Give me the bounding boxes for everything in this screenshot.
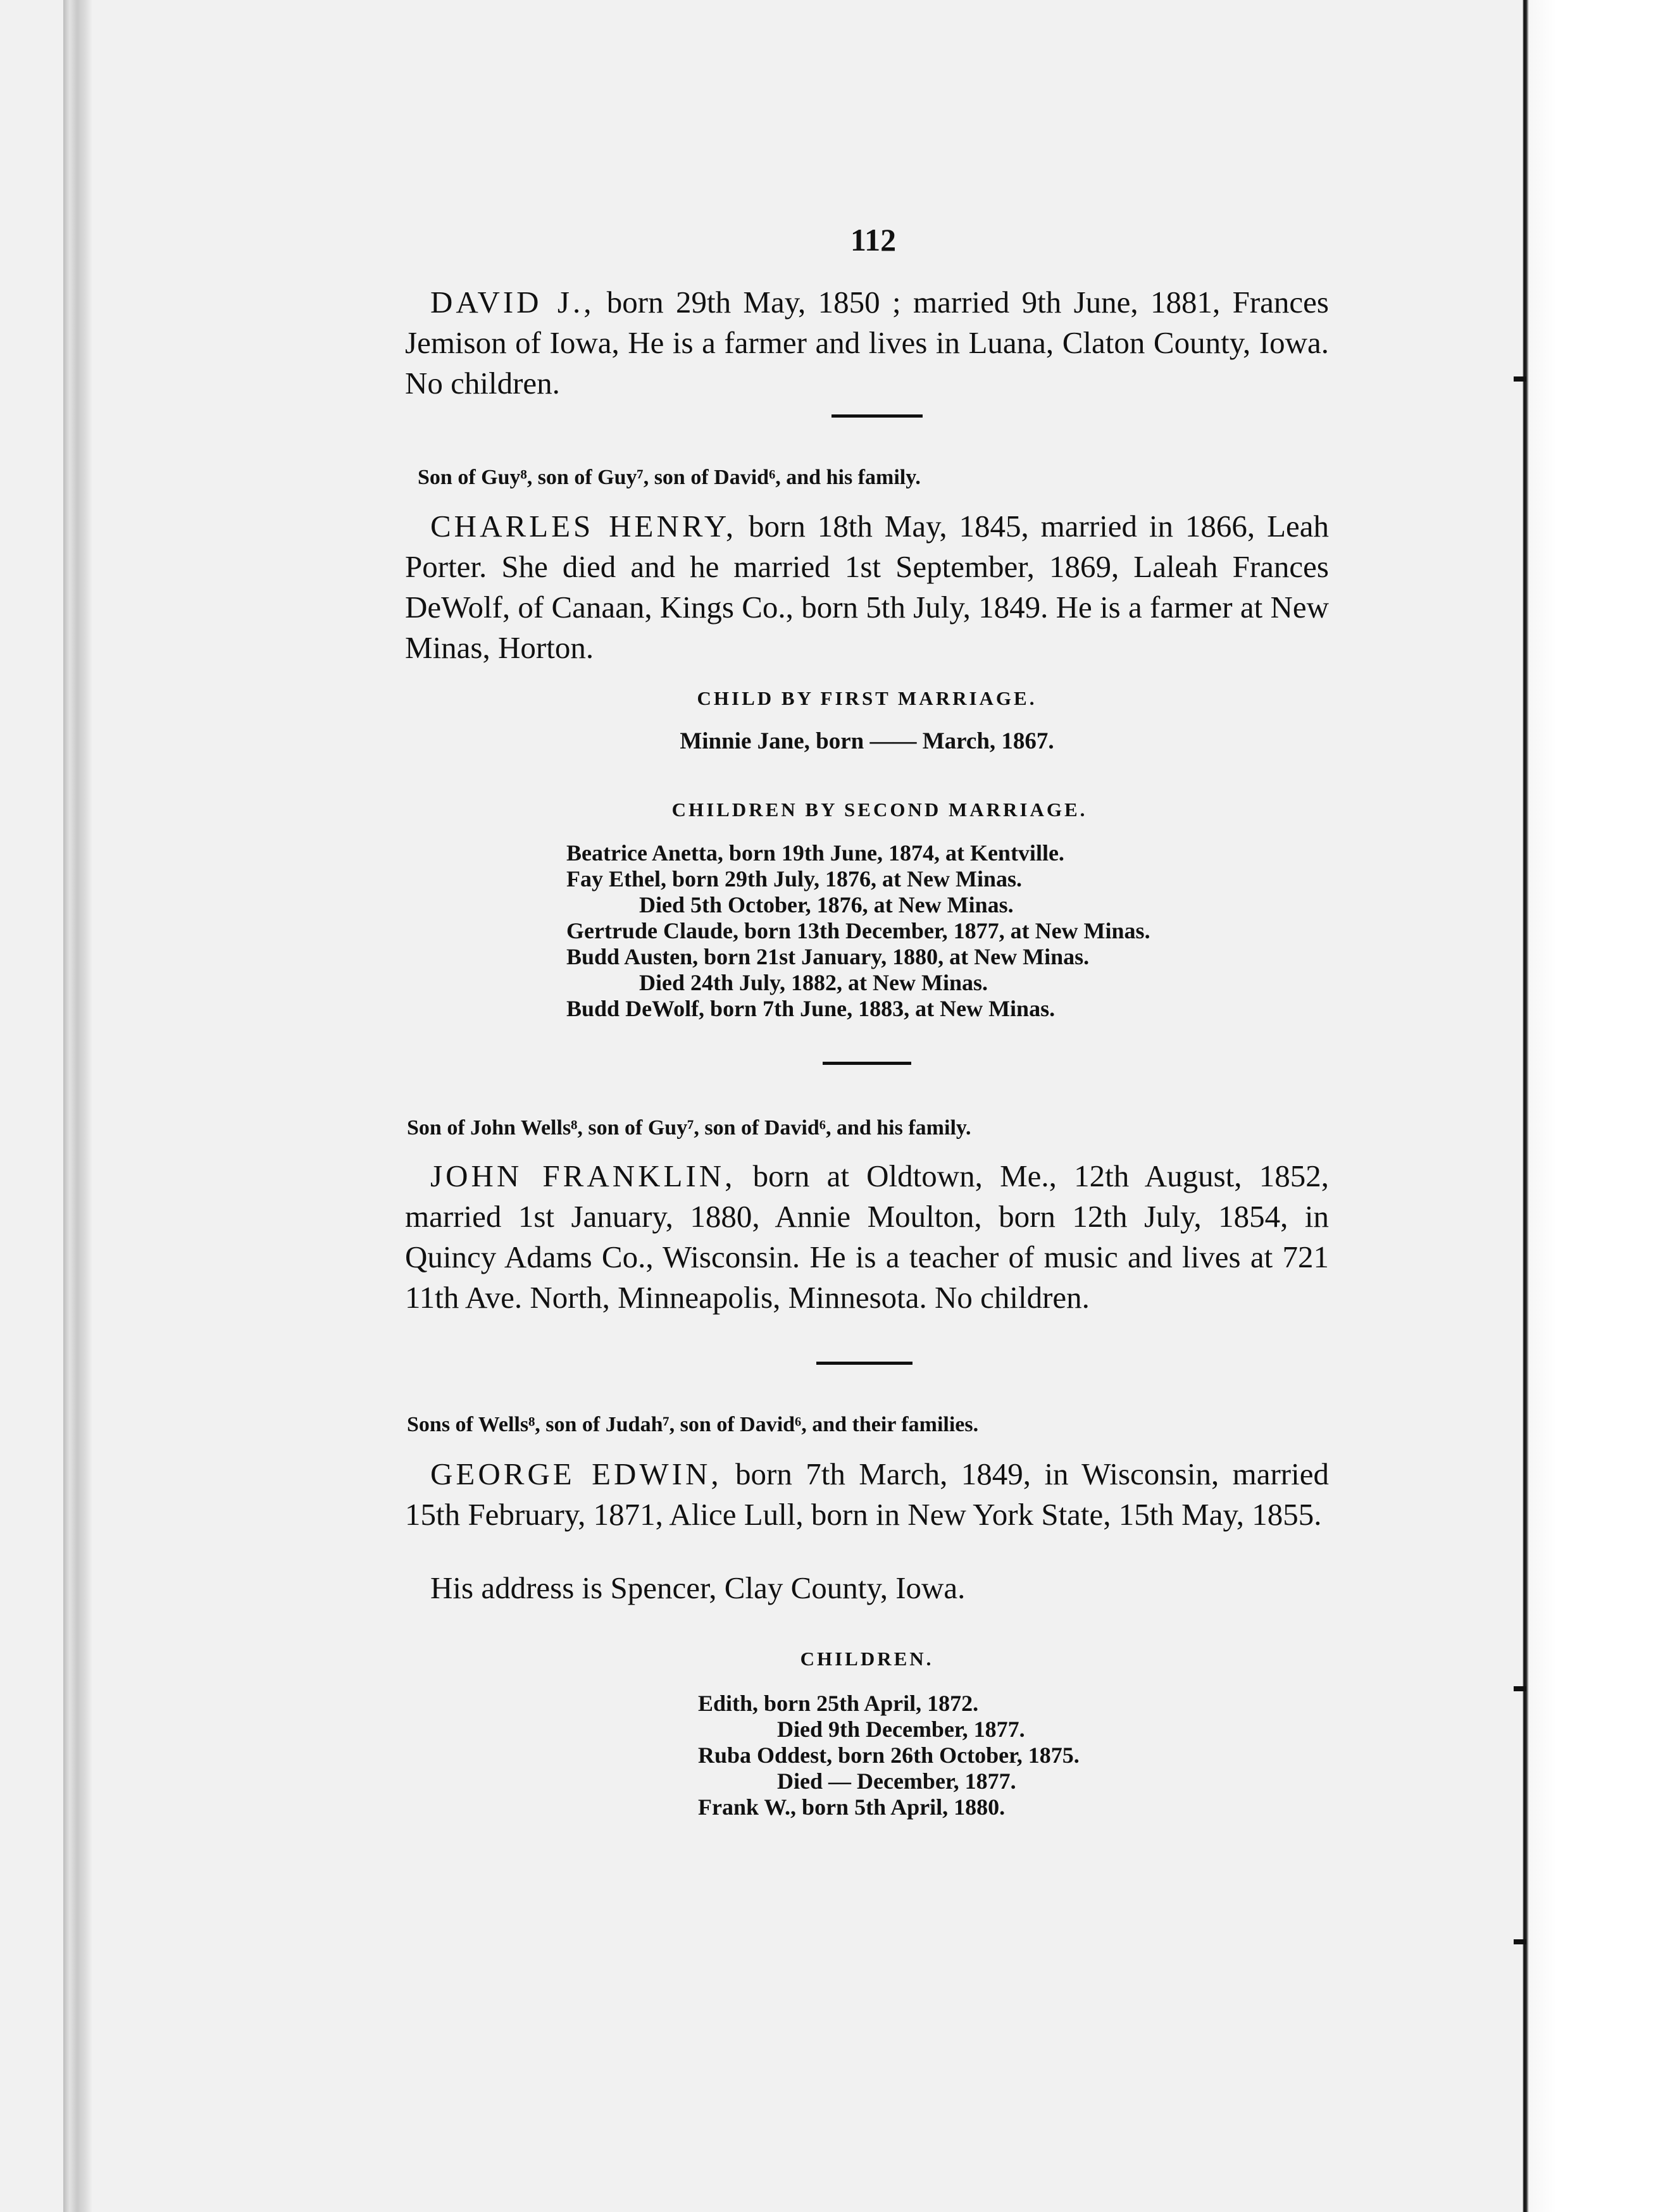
list-item: Edith, born 25th April, 1872. <box>698 1691 979 1716</box>
section-heading: Son of John Wells⁸, son of Guy⁷, son of David⁶, and his family. <box>407 1116 971 1140</box>
entry-text: born 18th May, 1845, married in 1866, Leah Porter. She died and he married 1st September, 1869, Laleah Frances DeWolf, of Canaan, Kings Co., born 5th July, 1849. He is a farmer at New Minas, Horton. <box>405 509 1329 665</box>
list-item: Beatrice Anetta, born 19th June, 1874, at Kentville. <box>566 840 1064 866</box>
list-item: Budd DeWolf, born 7th June, 1883, at New Minas. <box>566 996 1056 1021</box>
list-item: Gertrude Claude, born 13th December, 1877, at New Minas. <box>566 918 1150 943</box>
list-item: Frank W., born 5th April, 1880. <box>698 1794 1006 1820</box>
right-margin <box>1557 0 1663 2212</box>
entry-charles-henry <box>405 506 1329 668</box>
list-item: Died 9th December, 1877. <box>777 1717 1025 1742</box>
binding-notch <box>1514 1939 1526 1944</box>
address-line: His address is Spencer, Clay County, Iowa. <box>430 1570 966 1605</box>
binding-notch <box>1514 376 1526 382</box>
right-binding-edge <box>1519 0 1557 2212</box>
second-marriage-children-list <box>566 840 1150 1022</box>
entry-john-franklin <box>405 1156 1329 1318</box>
entry-name: JOHN FRANKLIN, <box>430 1159 736 1193</box>
entry-david <box>405 282 1329 404</box>
section-divider <box>816 1362 912 1365</box>
list-item: Fay Ethel, born 29th July, 1876, at New Minas. <box>566 866 1023 892</box>
left-page-edge <box>63 0 92 2212</box>
entry-name: GEORGE EDWIN, <box>430 1457 722 1491</box>
entry-name: CHARLES HENRY, <box>430 509 737 544</box>
section-heading: Son of Guy⁸, son of Guy⁷, son of David⁶, and his family. <box>418 466 921 489</box>
entry-text: born at Oldtown, Me., 12th August, 1852, married 1st January, 1880, Annie Moulton, born 12th July, 1854, in Quincy Adams Co., Wisconsin. He is a teacher of music and lives at 721 11th Ave. North, Minneapolis, Minnesota. No children. <box>405 1159 1329 1315</box>
entry-text: born 29th May, 1850 ; married 9th June, 1881, Frances Jemison of Iowa, He is a farmer and lives in Luana, Claton County, Iowa. No children. <box>405 285 1329 401</box>
page-number: 112 <box>850 222 897 258</box>
section-divider <box>823 1062 911 1065</box>
subheading-children: CHILDREN. <box>800 1648 934 1670</box>
list-item: Budd Austen, born 21st January, 1880, at New Minas. <box>566 944 1090 969</box>
entry-name: DAVID J., <box>430 285 595 320</box>
binding-notch <box>1514 1686 1526 1691</box>
section-divider <box>831 414 923 418</box>
list-item: Died 5th October, 1876, at New Minas. <box>639 892 1014 917</box>
entry-george-edwin <box>405 1454 1329 1535</box>
list-item: Died — December, 1877. <box>777 1768 1016 1794</box>
list-item: Ruba Oddest, born 26th October, 1875. <box>698 1743 1080 1768</box>
subheading-first-marriage: CHILD BY FIRST MARRIAGE. <box>697 687 1037 709</box>
subheading-second-marriage: CHILDREN BY SECOND MARRIAGE. <box>671 798 1088 821</box>
entry-text: born 7th March, 1849, in Wisconsin, married 15th February, 1871, Alice Lull, born in New York State, 15th May, 1855. <box>405 1457 1329 1532</box>
children-list <box>698 1691 1080 1820</box>
first-marriage-child: Minnie Jane, born —— March, 1867. <box>680 728 1054 754</box>
section-heading: Sons of Wells⁸, son of Judah⁷, son of David⁶, and their families. <box>407 1413 979 1436</box>
list-item: Died 24th July, 1882, at New Minas. <box>639 970 988 995</box>
